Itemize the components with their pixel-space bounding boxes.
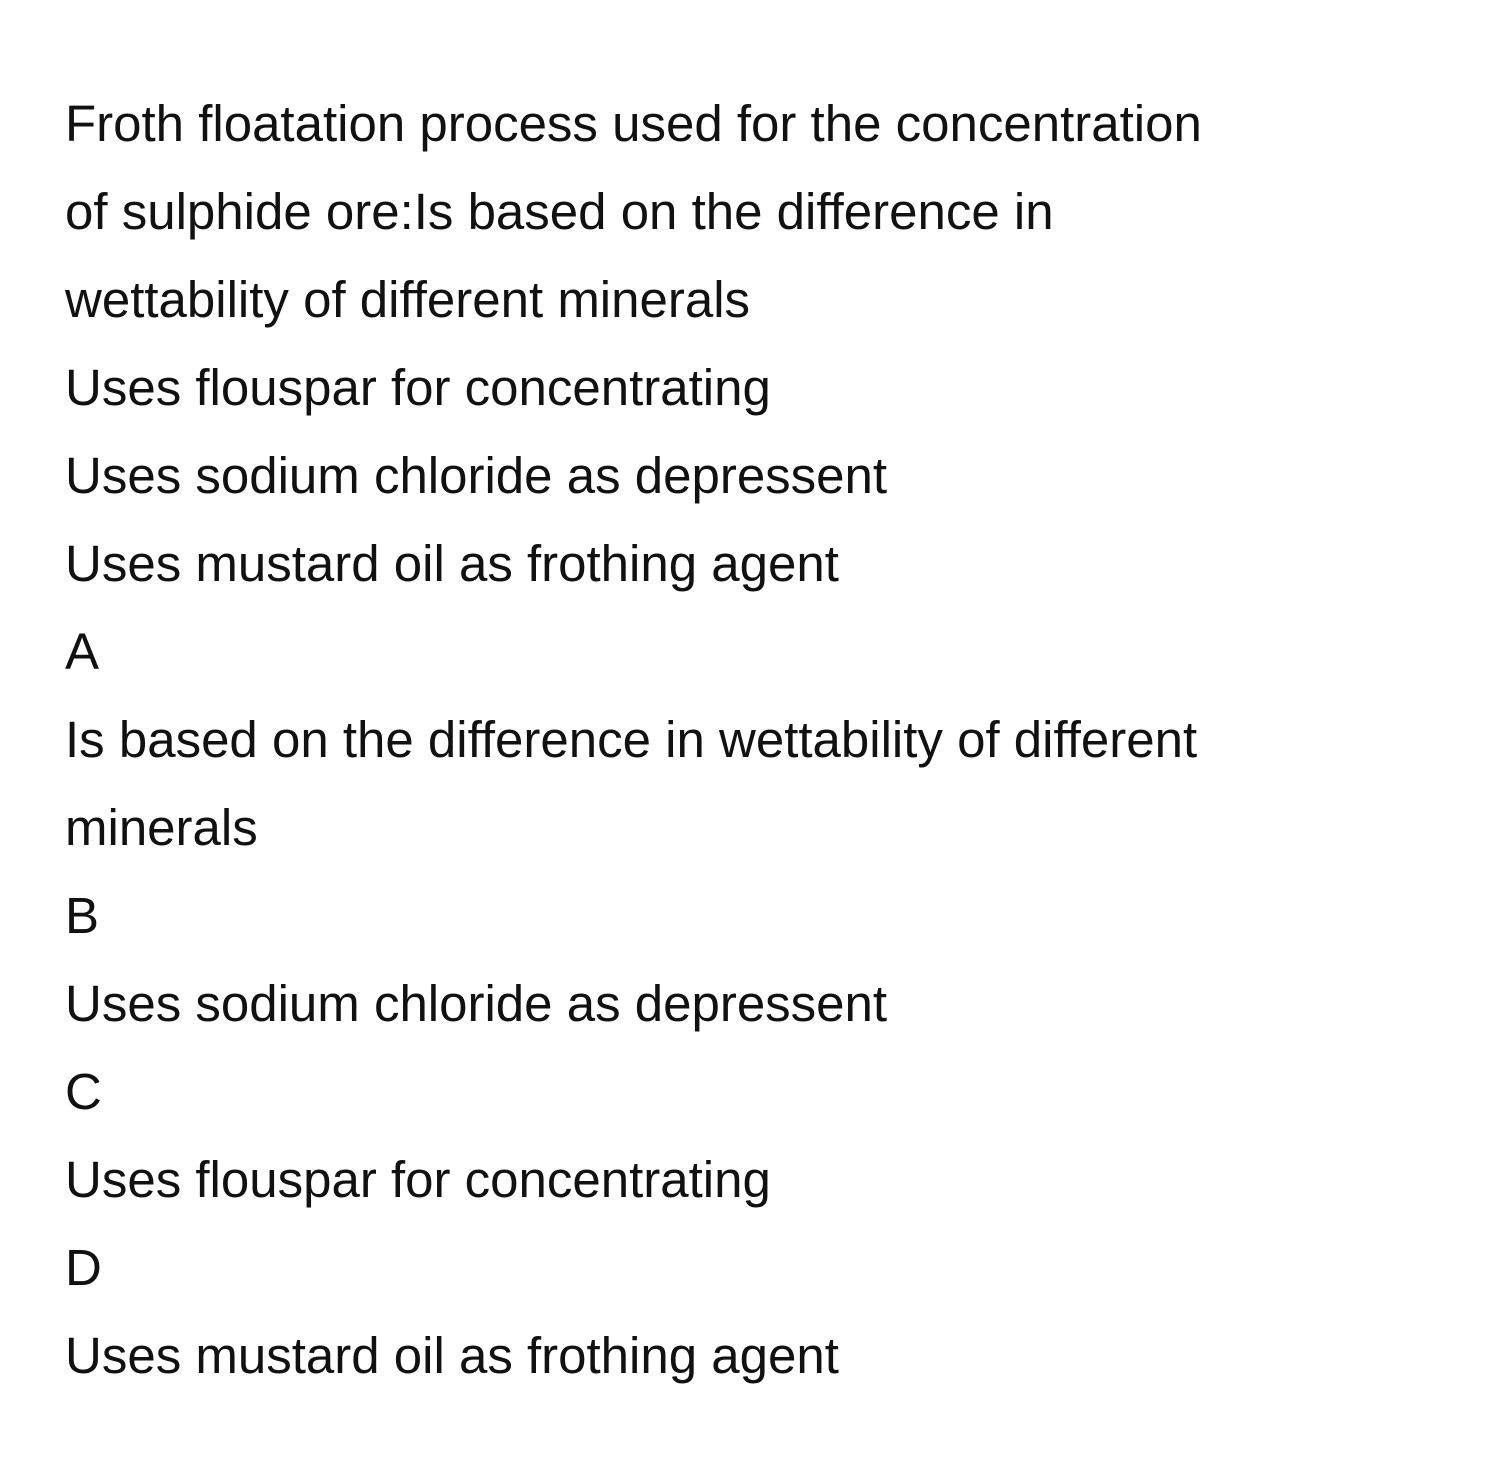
question-line: Uses mustard oil as frothing agent	[65, 535, 839, 592]
option-b[interactable]	[65, 872, 1445, 1048]
question-line: of sulphide ore:Is based on the difference in	[65, 183, 1054, 240]
option-letter: D	[65, 1239, 102, 1296]
question-text	[65, 80, 1445, 608]
option-letter: C	[65, 1063, 102, 1120]
option-text: Uses sodium chloride as depressent	[65, 975, 888, 1032]
question-line: Uses flouspar for concentrating	[65, 359, 771, 416]
option-text: Uses flouspar for concentrating	[65, 1151, 771, 1208]
option-letter: A	[65, 623, 100, 680]
option-c[interactable]	[65, 1048, 1445, 1224]
option-a[interactable]	[65, 608, 1445, 872]
option-d[interactable]	[65, 1224, 1445, 1400]
question-line: Froth floatation process used for the concentration	[65, 95, 1202, 152]
option-text: minerals	[65, 799, 258, 856]
option-text: Uses mustard oil as frothing agent	[65, 1327, 839, 1384]
question-document	[65, 80, 1445, 1400]
option-text: Is based on the difference in wettability of different	[65, 711, 1198, 768]
option-letter: B	[65, 887, 100, 944]
question-line: Uses sodium chloride as depressent	[65, 447, 888, 504]
question-line: wettability of different minerals	[65, 271, 751, 328]
